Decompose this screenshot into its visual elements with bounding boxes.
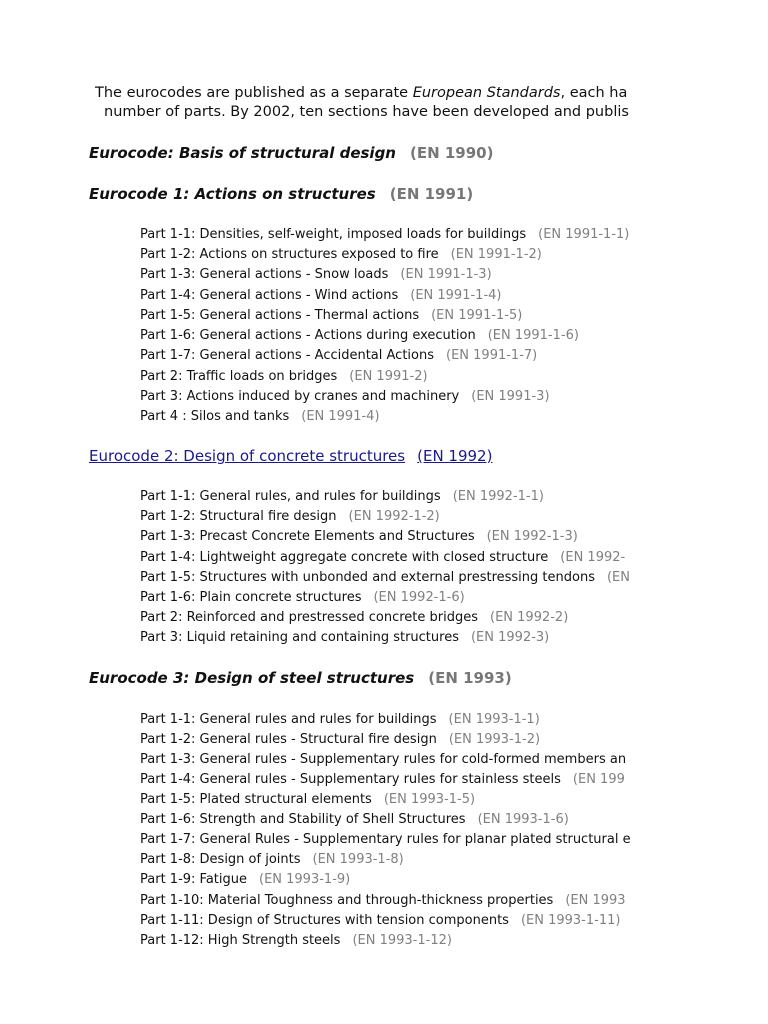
list-item: Part 1-6: General actions - Actions during execution (EN 1991-1-6) bbox=[140, 328, 579, 343]
list-item: Part 1-1: Densities, self-weight, imposed loads for buildings (EN 1991-1-1) bbox=[140, 227, 630, 242]
section-title: Eurocode: Basis of structural design bbox=[89, 144, 396, 162]
list-item: Part 1-10: Material Toughness and through-thickness properties (EN 1993 bbox=[140, 893, 626, 908]
list-item: Part 3: Actions induced by cranes and machinery (EN 1991-3) bbox=[140, 389, 550, 404]
list-item: Part 1-5: Structures with unbonded and external prestressing tendons (EN bbox=[140, 570, 630, 585]
list-item: Part 2: Reinforced and prestressed concrete bridges (EN 1992-2) bbox=[140, 610, 569, 625]
section-code: (EN 1991) bbox=[389, 185, 474, 203]
list-item: Part 1-12: High Strength steels (EN 1993-1-12) bbox=[140, 933, 452, 948]
section-title[interactable]: Eurocode 2: Design of concrete structures bbox=[89, 447, 406, 465]
list-item: Part 2: Traffic loads on bridges (EN 1991-2) bbox=[140, 369, 428, 384]
list-item: Part 1-4: General actions - Wind actions (EN 1991-1-4) bbox=[140, 288, 502, 303]
list-item: Part 1-7: General Rules - Supplementary rules for planar plated structural e bbox=[140, 832, 631, 847]
intro-line-2: number of parts. By 2002, ten sections have been developed and publis bbox=[104, 104, 629, 120]
list-item: Part 1-2: General rules - Structural fire design (EN 1993-1-2) bbox=[140, 732, 541, 747]
list-item: Part 1-9: Fatigue (EN 1993-1-9) bbox=[140, 872, 351, 887]
intro-line-1: The eurocodes are published as a separate European Standards, each ha bbox=[95, 85, 628, 101]
list-item: Part 1-6: Plain concrete structures (EN 1992-1-6) bbox=[140, 590, 465, 605]
list-item: Part 1-2: Actions on structures exposed to fire (EN 1991-1-2) bbox=[140, 247, 542, 262]
section-title: Eurocode 1: Actions on structures bbox=[89, 185, 376, 203]
section-heading-basis bbox=[89, 143, 493, 163]
list-item: Part 3: Liquid retaining and containing structures (EN 1992-3) bbox=[140, 630, 550, 645]
list-item: Part 1-2: Structural fire design (EN 1992-1-2) bbox=[140, 509, 440, 524]
section-code[interactable]: (EN 1992) bbox=[417, 447, 493, 465]
list-item: Part 1-11: Design of Structures with tension components (EN 1993-1-11) bbox=[140, 913, 621, 928]
list-item: Part 1-4: General rules - Supplementary rules for stainless steels (EN 199 bbox=[140, 772, 625, 787]
section-heading-eurocode-1 bbox=[89, 184, 473, 204]
list-item: Part 1-1: General rules, and rules for buildings (EN 1992-1-1) bbox=[140, 489, 544, 504]
list-item: Part 1-7: General actions - Accidental Actions (EN 1991-1-7) bbox=[140, 348, 538, 363]
section-title: Eurocode 3: Design of steel structures bbox=[89, 669, 415, 687]
list-item: Part 4 : Silos and tanks (EN 1991-4) bbox=[140, 409, 380, 424]
list-item: Part 1-3: General rules - Supplementary rules for cold-formed members an bbox=[140, 752, 627, 767]
list-item: Part 1-5: General actions - Thermal actions (EN 1991-1-5) bbox=[140, 308, 523, 323]
list-item: Part 1-4: Lightweight aggregate concrete with closed structure (EN 1992- bbox=[140, 550, 626, 565]
list-item: Part 1-5: Plated structural elements (EN 1993-1-5) bbox=[140, 792, 476, 807]
section-heading-eurocode-2-link[interactable] bbox=[89, 446, 492, 466]
intro-emphasis: European Standards bbox=[412, 85, 561, 101]
list-item: Part 1-1: General rules and rules for buildings (EN 1993-1-1) bbox=[140, 712, 540, 727]
list-item: Part 1-3: General actions - Snow loads (EN 1991-1-3) bbox=[140, 267, 492, 282]
list-item: Part 1-3: Precast Concrete Elements and Structures (EN 1992-1-3) bbox=[140, 529, 578, 544]
section-code: (EN 1993) bbox=[428, 669, 512, 687]
section-code: (EN 1990) bbox=[409, 144, 494, 162]
section-heading-eurocode-3 bbox=[89, 668, 512, 688]
list-item: Part 1-6: Strength and Stability of Shell Structures (EN 1993-1-6) bbox=[140, 812, 569, 827]
list-item: Part 1-8: Design of joints (EN 1993-1-8) bbox=[140, 852, 404, 867]
